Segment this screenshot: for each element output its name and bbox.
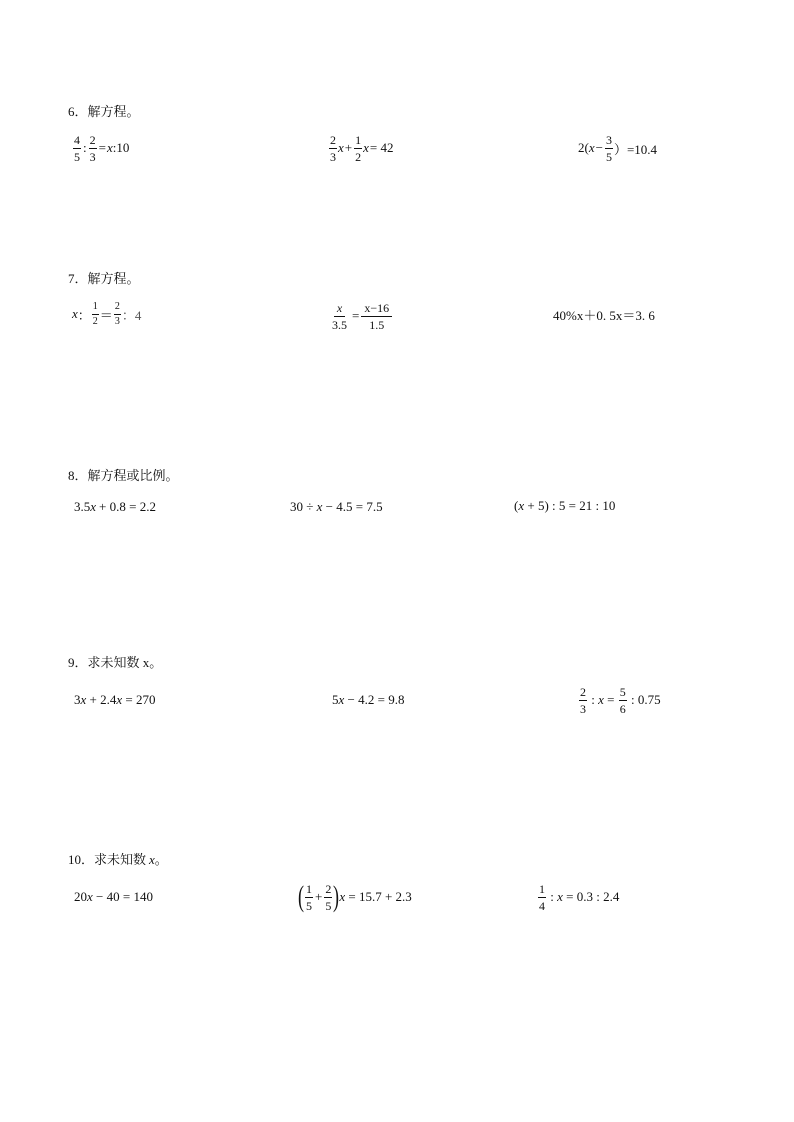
- fraction: $\frac{2}{3}$: [330, 132, 336, 164]
- fraction: $\frac{2}{5}$: [325, 881, 332, 913]
- q9-equation-2: 5 x − 4.2 = 9.8: [332, 692, 405, 707]
- fraction: $\frac{2}{3}$: [114, 300, 120, 327]
- fraction: $\frac{1}{5}$: [306, 881, 312, 913]
- q10-heading: 10．求未知数 x。: [68, 852, 168, 867]
- fraction: $\frac{x}{3.5}$: [332, 300, 347, 332]
- q10-equation-1: 20 x − 40 = 140: [74, 889, 153, 904]
- fraction: $\frac{1}{2}$: [355, 132, 362, 164]
- q9-heading: 9．求未知数 x。: [68, 655, 163, 670]
- fraction: $\frac{4}{5}$: [74, 132, 80, 164]
- q7-equation-1: x ： $\frac{1}{2}$ ＝ $\frac{2}{3}$ ：4: [72, 300, 142, 327]
- q7-equation-3: 40%x＋0. 5x＝3. 6: [553, 307, 655, 323]
- fraction: $\frac{2}{3}$: [580, 684, 586, 716]
- q6-equation-3: 2( x − $\frac{3}{5}$ ）=10.4: [578, 132, 658, 164]
- q9-equation-1: 3 x + 2.4 x = 270: [74, 692, 156, 707]
- fraction: $\frac{x-16}{1.5}$: [361, 302, 392, 331]
- q9-equation-3: $\frac{2}{3}$ : x = $\frac{5}{6}$ : 0.75: [580, 684, 661, 716]
- fraction: $\frac{2}{3}$: [89, 132, 96, 164]
- fraction: $\frac{1}{4}$: [539, 881, 545, 913]
- q8-equation-3: ( x + 5) : 5 = 21 : 10: [514, 498, 616, 513]
- q8-heading: 8．解方程或比例。: [68, 468, 179, 483]
- fraction: $\frac{3}{5}$: [605, 132, 612, 164]
- fraction: $\frac{5}{6}$: [619, 684, 626, 716]
- q8-equation-1: 3.5 x + 0.8 = 2.2: [74, 499, 156, 514]
- q8-equation-2: 30 ÷ x − 4.5 = 7.5: [290, 499, 383, 514]
- q6-equation-1: $\frac{4}{5}$ : $\frac{2}{3}$ = x :10: [74, 132, 130, 164]
- q7-equation-2: $\frac{x}{3.5}$ = $\frac{x-16}{1.5}$: [328, 296, 393, 336]
- fraction: $\frac{1}{2}$: [92, 300, 98, 327]
- q10-equation-3: $\frac{1}{4}$ : x = 0.3 : 2.4: [539, 881, 620, 913]
- q6-heading: 6．解方程。: [68, 104, 140, 119]
- q10-equation-2: ( $\frac{1}{5}$ + $\frac{2}{5}$ ) x = 15.7 + 2.3: [298, 880, 412, 913]
- q6-equation-2: $\frac{2}{3}$ x + $\frac{1}{2}$ x = 42: [330, 132, 394, 164]
- q7-heading: 7．解方程。: [68, 271, 140, 286]
